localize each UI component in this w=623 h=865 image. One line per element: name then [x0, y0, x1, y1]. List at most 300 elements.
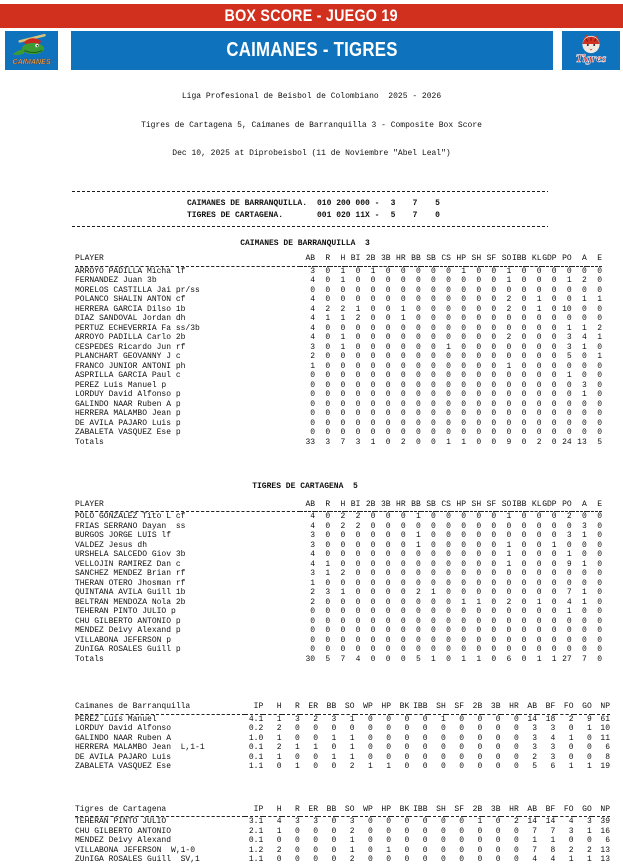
stat-column-header: H	[263, 702, 281, 714]
stat-cell: 0	[355, 276, 361, 285]
stat-cell: 0	[551, 428, 557, 437]
stat-cell: 0	[521, 607, 527, 616]
player-name-cell: VILLABONA JEFERSON p	[75, 635, 172, 645]
stat-cell: 0	[400, 266, 406, 276]
stat-cell: 0	[310, 616, 316, 626]
pitcher-name-cell: TEHERAN PINTO JULIO	[75, 817, 167, 826]
stat-cell: 0	[385, 654, 391, 664]
stat-cell: 0	[597, 380, 602, 390]
stat-cell: 1	[551, 540, 557, 550]
stat-cell: 0	[476, 559, 482, 569]
batting-header-row	[75, 500, 602, 512]
stat-column-header: R	[282, 702, 300, 714]
stat-cell: 0	[367, 836, 373, 845]
stat-cell: 2	[310, 352, 316, 361]
stat-cell: 0	[513, 762, 519, 771]
stat-column-header: SF	[446, 805, 464, 817]
stat-cell: 0	[495, 817, 501, 826]
stat-cell: 0	[476, 531, 482, 540]
stat-cell: 0	[370, 540, 376, 550]
stat-cell: 0	[566, 569, 572, 578]
player-name-cell: FERNANDEZ Juan 3b	[75, 276, 157, 285]
stat-cell: 0	[495, 826, 501, 836]
stat-cell: 0	[491, 521, 497, 531]
stat-cell: 0	[446, 531, 451, 540]
stat-cell: 0	[400, 352, 406, 361]
stat-cell: 4	[550, 855, 556, 864]
stat-cell: 14	[545, 817, 556, 826]
stat-cell: 0	[310, 418, 316, 428]
stat-cell: 0	[313, 733, 318, 743]
stat-cell: 0	[446, 418, 451, 428]
stat-cell: 0	[313, 855, 318, 864]
stat-cell: 0	[597, 276, 602, 285]
stat-cell: 0	[385, 418, 391, 428]
stat-cell: 1	[461, 437, 467, 447]
stat-cell: 0	[461, 521, 467, 531]
stat-cell: 0	[521, 418, 527, 428]
stat-cell: 0	[386, 743, 391, 752]
stat-cell: 0	[431, 323, 436, 333]
stat-cell: 0	[310, 635, 316, 645]
stat-cell: 0	[446, 333, 451, 342]
stat-cell: 0	[476, 635, 482, 645]
stat-cell: 0	[370, 371, 376, 380]
stat-cell: 0	[597, 512, 602, 521]
stat-cell: 0	[431, 418, 436, 428]
stat-cell: 0	[491, 437, 497, 447]
stat-cell: 0	[581, 512, 587, 521]
stat-cell: 0	[597, 304, 602, 314]
stat-cell: 0	[431, 626, 436, 635]
stat-cell: 0	[415, 390, 421, 399]
stat-cell: 0	[325, 550, 331, 559]
stat-cell: 2.1	[248, 826, 264, 836]
stat-cell: 1	[536, 654, 542, 664]
stat-cell: 0	[597, 607, 602, 616]
stat-cell: 0	[536, 645, 542, 654]
stat-cell: 7	[532, 826, 537, 836]
stat-cell: 0.1	[248, 752, 264, 762]
stat-cell: 3	[566, 333, 572, 342]
stat-cell: 0	[294, 733, 300, 743]
table-row	[75, 343, 602, 353]
stat-cell: 0	[566, 635, 572, 645]
stat-cell: 2	[415, 588, 421, 597]
stat-cell: 0	[400, 531, 406, 540]
stat-column-header: GDP	[542, 254, 557, 266]
stat-cell: 0	[506, 521, 512, 531]
stat-column-header: CS	[436, 500, 451, 512]
stat-cell: 0	[461, 635, 467, 645]
stat-cell: 0	[385, 559, 391, 569]
stat-cell: 2	[506, 304, 512, 314]
stat-cell: 1	[446, 437, 451, 447]
stat-cell: 0	[400, 645, 406, 654]
stat-cell: 0	[404, 752, 410, 762]
stat-cell: 0	[597, 569, 602, 578]
stat-cell: 0	[370, 626, 376, 635]
stat-cell: 0	[521, 540, 527, 550]
stat-cell: 3	[355, 437, 361, 447]
pitcher-name-cell: PEREZ Luis Manuel	[75, 714, 157, 724]
stat-cell: 1	[586, 724, 592, 733]
stat-cell: 0	[415, 342, 421, 352]
table-row	[75, 588, 602, 598]
stat-cell: 0	[491, 352, 497, 361]
stat-cell: 0	[446, 588, 451, 597]
stat-cell: 0	[446, 626, 451, 635]
stat-cell: 0	[551, 597, 557, 607]
stat-cell: 0	[325, 512, 331, 521]
batting-table-caimanes	[75, 254, 602, 447]
stat-cell: 0	[446, 645, 451, 654]
stat-cell: 1	[597, 352, 602, 361]
stat-cell: 1	[276, 714, 282, 724]
stat-cell: 0	[461, 578, 467, 588]
stat-cell: 0	[367, 724, 373, 733]
stat-cell: 0	[476, 626, 482, 635]
stat-cell: 0	[491, 578, 497, 588]
stat-cell: 0	[404, 855, 410, 864]
stat-cell: 0	[495, 762, 501, 771]
stat-cell: 2	[597, 323, 602, 333]
stat-cell: 0	[385, 645, 391, 654]
stat-cell: 4	[355, 654, 361, 664]
stat-cell: 0	[385, 512, 391, 521]
stat-cell: 0	[415, 616, 421, 626]
player-name-cell: SANCHEZ MENDEZ Brian rf	[75, 569, 186, 578]
stat-cell: 0	[491, 616, 497, 626]
stat-cell: 0	[385, 342, 391, 352]
stat-cell: 0	[566, 645, 572, 654]
stat-cell: 0	[446, 512, 451, 521]
batting-table-tigres	[75, 500, 602, 665]
player-name-cell: LORDUY David Alfonso p	[75, 390, 181, 399]
stat-cell: 0	[325, 399, 331, 409]
stat-cell: 1	[294, 762, 300, 771]
stat-cell: 0	[446, 559, 451, 569]
stat-cell: 0	[325, 626, 331, 635]
stat-cell: 0	[370, 569, 376, 578]
stat-cell: 0	[491, 531, 497, 540]
stat-cell: 0	[385, 616, 391, 626]
pitcher-name-cell: HERRERA MALAMBO Jean L,1-1	[75, 743, 205, 752]
stat-cell: 1	[536, 597, 542, 607]
stat-column-header: 2B	[360, 500, 375, 512]
table-row	[75, 817, 610, 827]
stat-cell: 0	[513, 743, 519, 752]
stat-cell: 0	[355, 333, 361, 342]
stat-cell: 2	[349, 762, 355, 771]
stat-cell: 0	[581, 399, 587, 409]
stat-cell: 1	[581, 531, 587, 540]
stat-cell: 0	[491, 295, 497, 304]
stat-cell: 0	[415, 314, 421, 323]
stat-cell: 0	[536, 540, 542, 550]
stat-cell: 0	[597, 399, 602, 409]
stat-cell: 4	[310, 295, 316, 304]
stat-cell: 0	[415, 276, 421, 285]
stat-column-header: BB	[406, 254, 421, 266]
stat-cell: 0	[521, 550, 527, 559]
meta-line-date-venue: Dec 10, 2025 at Diprobeisbol (11 de Noviembre "Abel Leal")	[172, 149, 451, 158]
stat-cell: 3	[566, 342, 572, 352]
stat-cell: 1	[568, 762, 574, 771]
stat-cell: 4	[310, 550, 316, 559]
stat-cell: 1	[400, 314, 406, 323]
stat-cell: 0	[325, 352, 331, 361]
stat-cell: 1	[386, 845, 391, 855]
stat-column-header: BF	[537, 702, 555, 714]
stat-cell: 3	[566, 531, 572, 540]
stat-column-header: AB	[300, 254, 315, 266]
stat-cell: 0	[551, 559, 557, 569]
stat-cell: 0	[566, 418, 572, 428]
stat-cell: 13	[577, 437, 587, 447]
stat-column-header: HP	[451, 500, 466, 512]
stat-cell: 0	[461, 626, 467, 635]
stat-cell: 0	[431, 559, 436, 569]
stat-cell: 0	[597, 645, 602, 654]
stat-cell: 0	[597, 409, 602, 418]
stat-column-header: AB	[519, 805, 537, 817]
stat-cell: 0	[325, 607, 331, 616]
stat-cell: 1	[349, 836, 355, 845]
stat-cell: 3	[325, 437, 331, 447]
stat-cell: 0	[551, 333, 557, 342]
stat-cell: 0	[476, 512, 482, 521]
stat-column-header: HP	[373, 702, 391, 714]
stat-cell: 5	[532, 762, 537, 771]
stat-cell: 1	[370, 266, 376, 276]
stat-cell: 0	[400, 588, 406, 597]
stat-cell: 0	[461, 352, 467, 361]
stat-column-header: H	[263, 805, 281, 817]
stat-cell: 0	[340, 390, 346, 399]
stat-cell: 0	[586, 743, 592, 752]
linescore-row	[187, 198, 623, 210]
stat-cell: 0	[459, 724, 464, 733]
stat-cell: 0	[491, 314, 497, 323]
stat-cell: 0	[521, 304, 527, 314]
stat-cell: 0	[440, 845, 446, 855]
stat-cell: 0	[446, 285, 451, 295]
stat-cell: 0	[521, 361, 527, 371]
stat-cell: 0	[581, 352, 587, 361]
stat-cell: 0	[440, 762, 446, 771]
stat-cell: 0	[568, 752, 574, 762]
stat-cell: 0	[446, 428, 451, 437]
stat-cell: 0	[325, 342, 331, 352]
stat-cell: 0	[581, 428, 587, 437]
stat-cell: 3.1	[248, 817, 264, 826]
stat-cell: 0	[521, 295, 527, 304]
player-name-cell: PERTUZ ECHEVERRIA Fa ss/3b	[75, 323, 200, 333]
stat-cell: 6	[605, 743, 610, 752]
stat-column-header: SF	[481, 254, 496, 266]
stat-cell: 0	[325, 266, 331, 276]
stat-cell: 0	[506, 588, 512, 597]
stat-cell: 0	[506, 342, 512, 352]
stat-cell: 0	[521, 635, 527, 645]
table-row	[75, 636, 602, 646]
stat-cell: 0	[340, 418, 346, 428]
stat-cell: 4	[568, 817, 574, 826]
stat-cell: 0	[340, 399, 346, 409]
stat-cell: 1	[586, 826, 592, 836]
stat-cell: 0	[355, 550, 361, 559]
stat-cell: 0	[370, 531, 376, 540]
stat-column-header: SH	[428, 702, 446, 714]
stat-cell: 3	[586, 817, 592, 826]
stat-cell: 0	[521, 342, 527, 352]
matchup-title: CAIMANES - TIGRES	[226, 39, 398, 61]
stat-cell: 0	[385, 597, 391, 607]
stat-cell: 0	[404, 845, 410, 855]
stat-cell: 0	[551, 390, 557, 399]
stat-column-header: R	[282, 805, 300, 817]
stat-cell: 0	[506, 418, 512, 428]
stat-cell: 13	[600, 845, 610, 855]
stat-cell: 0	[521, 409, 527, 418]
stat-cell: 0	[400, 569, 406, 578]
stat-cell: 0	[415, 380, 421, 390]
stat-cell: 5	[597, 437, 602, 447]
stat-cell: 0	[551, 531, 557, 540]
stat-cell: 5	[325, 654, 331, 664]
stat-cell: 0	[551, 304, 557, 314]
stat-cell: 1.2	[248, 845, 264, 855]
stat-cell: 0	[566, 266, 572, 276]
stat-cell: 1	[325, 559, 331, 569]
box-score-banner	[0, 4, 623, 28]
stat-cell: 0	[461, 428, 467, 437]
stat-cell: 0	[310, 390, 316, 399]
stat-column-header: BB	[406, 500, 421, 512]
stat-cell: 0	[506, 399, 512, 409]
stat-cell: 0	[536, 342, 542, 352]
stat-cell: 0	[536, 399, 542, 409]
stat-cell: 0	[536, 512, 542, 521]
stat-cell: 0	[325, 333, 331, 342]
stat-column-header: HR	[391, 500, 406, 512]
stat-cell: 0	[461, 371, 467, 380]
stat-cell: 0	[385, 531, 391, 540]
stat-cell: 3	[550, 743, 556, 752]
stat-cell: 0	[461, 418, 467, 428]
stat-cell: 8	[605, 752, 610, 762]
stat-cell: 0	[325, 380, 331, 390]
stat-cell: 0	[331, 724, 337, 733]
table-row	[75, 846, 610, 856]
stat-cell: 0	[513, 855, 519, 864]
player-name-cell: ASPRILLA GARCIA Paul c	[75, 371, 181, 380]
stat-cell: 0	[536, 521, 542, 531]
stat-cell: 0	[355, 607, 361, 616]
stat-cell: 1	[568, 733, 574, 743]
stat-cell: 0	[506, 616, 512, 626]
player-name-cell: FRIAS SERRANO Dayan ss	[75, 521, 186, 531]
meta-line-result: Tigres de Cartagena 5, Caimanes de Barranquilla 3 - Composite Box Score	[141, 120, 482, 130]
stat-cell: 0	[581, 626, 587, 635]
stat-cell: 0	[491, 654, 497, 664]
stat-cell: 0	[506, 645, 512, 654]
stat-cell: 3	[310, 531, 316, 540]
stat-cell: 0	[477, 762, 483, 771]
stat-cell: 0	[521, 437, 527, 447]
stat-cell: 1	[506, 550, 512, 559]
stat-cell: 0	[385, 285, 391, 295]
tigres-logo-icon	[562, 31, 620, 70]
linescore-hits: 7	[412, 198, 418, 208]
stat-cell: 1	[294, 743, 300, 752]
stat-column-header: A	[572, 254, 587, 266]
stat-cell: 0	[431, 399, 436, 409]
stat-cell: 0	[325, 645, 331, 654]
stat-cell: 0	[355, 371, 361, 380]
stat-cell: 0	[513, 845, 519, 855]
stat-cell: 0	[491, 371, 497, 380]
stat-cell: 0	[385, 295, 391, 304]
stat-cell: 0	[551, 512, 557, 521]
stat-cell: 1	[581, 323, 587, 333]
stat-cell: 1.0	[248, 733, 264, 743]
stat-column-header: SH	[466, 500, 481, 512]
stat-cell: 0	[340, 597, 346, 607]
pitching-table-caimanes	[75, 702, 610, 772]
linescore-errors: 0	[435, 210, 440, 220]
stat-cell: 1	[340, 588, 346, 597]
stat-cell: 0	[476, 409, 482, 418]
stat-cell: 0	[521, 314, 527, 323]
stat-cell: 0	[400, 559, 406, 569]
stat-cell: 0	[476, 285, 482, 295]
stat-cell: 0	[446, 380, 451, 390]
pitching-team-header: Caimanes de Barranquilla	[75, 702, 245, 714]
stat-column-header: H	[330, 254, 345, 266]
stat-cell: 0	[506, 380, 512, 390]
table-row	[75, 324, 602, 334]
stat-cell: 0	[476, 390, 482, 399]
stat-cell: 1	[415, 540, 421, 550]
pitching-table-tigres	[75, 805, 610, 865]
stat-cell: 0	[597, 371, 602, 380]
stat-cell: 0	[415, 352, 421, 361]
stat-cell: 0	[331, 743, 337, 752]
stat-cell: 1	[331, 733, 337, 743]
table-row	[75, 390, 602, 400]
stat-cell: 0	[422, 714, 428, 724]
stat-cell: 0	[404, 762, 410, 771]
stat-cell: 0	[431, 512, 436, 521]
stat-cell: 0	[415, 266, 421, 276]
pitcher-name-cell: VILLABONA JEFERSON W,1-0	[75, 845, 196, 855]
stat-cell: 0	[400, 323, 406, 333]
stat-cell: 0	[400, 342, 406, 352]
stat-cell: 0	[551, 399, 557, 409]
stat-cell: 0	[310, 380, 316, 390]
player-name-cell: ZABALETA VASQUEZ Ese p	[75, 428, 181, 437]
stat-cell: 0	[521, 380, 527, 390]
stat-cell: 2	[581, 276, 587, 285]
table-row	[75, 550, 602, 560]
stat-cell: 1	[536, 295, 542, 304]
table-row	[75, 400, 602, 410]
stat-cell: 0	[536, 266, 542, 276]
stat-cell: 0	[461, 380, 467, 390]
stat-cell: 0	[491, 540, 497, 550]
